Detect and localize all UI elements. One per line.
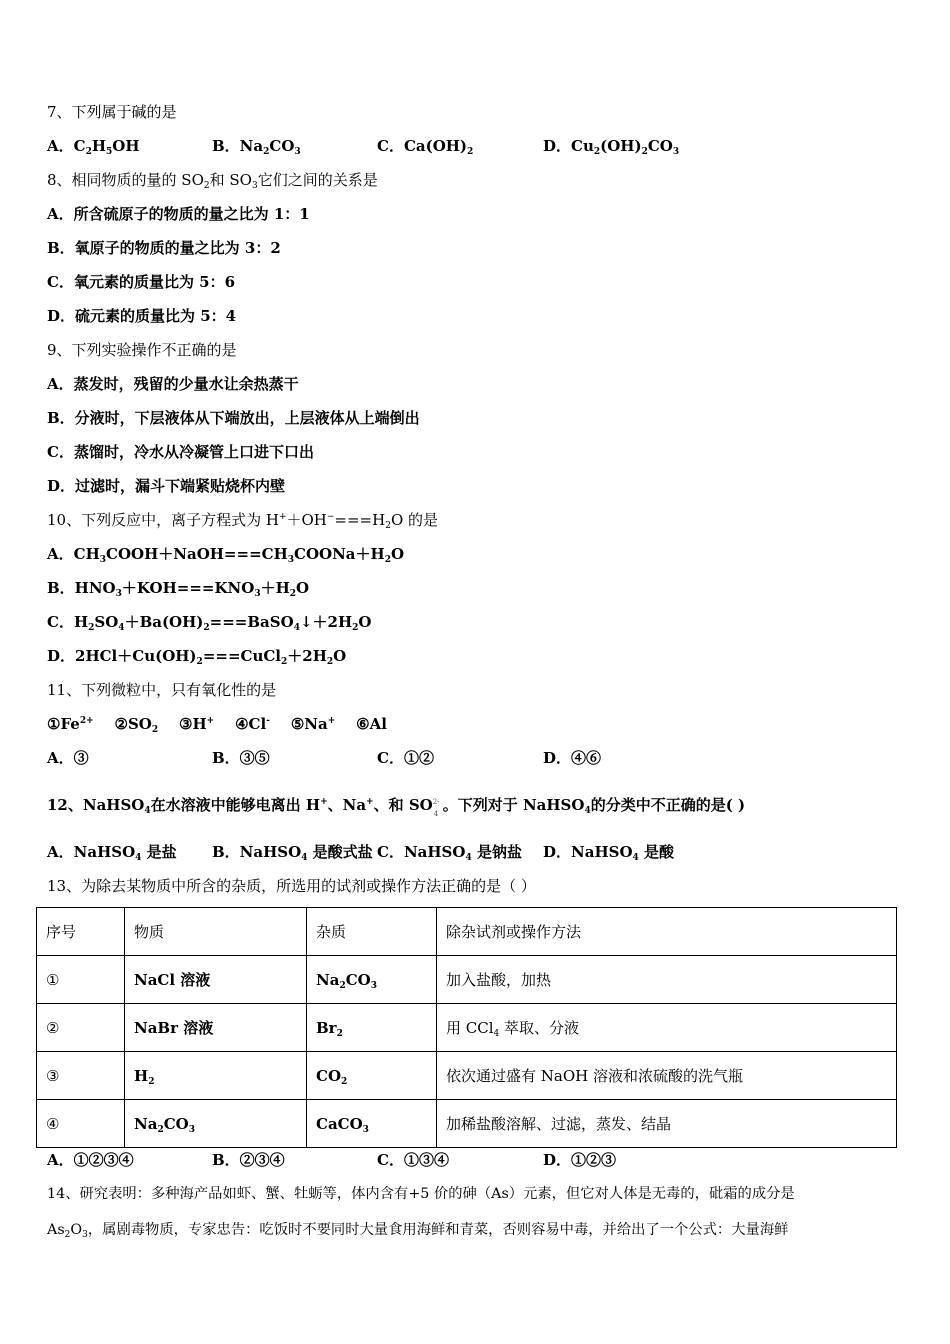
- q9-option-b: B．分液时，下层液体从下端放出，上层液体从上端倒出: [47, 409, 420, 427]
- q10-stem: 10、下列反应中，离子方程式为 $H^++OH^-===H_2O$ 的是: [47, 511, 439, 531]
- row-index: ①: [37, 956, 125, 1004]
- header-index: 序号: [37, 908, 125, 956]
- row-index: ③: [37, 1052, 125, 1100]
- q10-option-a: A．$CH_3COOH+NaOH===CH_3COONa+H_2O$: [47, 545, 405, 565]
- table-row: [37, 1052, 897, 1100]
- q10-option-d: D．$2HCl+Cu(OH)_2===CuCl_2+2H_2O$: [47, 647, 347, 667]
- row-substance: NaCl 溶液: [125, 956, 307, 1004]
- row-index: ②: [37, 1004, 125, 1052]
- q13-option-a: A．①②③④: [47, 1151, 134, 1169]
- q11-particles: $①Fe^{2+}$ $②SO_2$ ③H+ ④Cl- ⑤Na+ ⑥Al: [47, 715, 387, 735]
- row-impurity: $Na_2CO_3$: [307, 956, 437, 1004]
- q12-option-b: B．NaHSO$_4$ 是酸式盐: [212, 843, 373, 863]
- q10-option-c: C．$H_2SO_4+Ba(OH)_2===BaSO_4↓+2H_2O$: [47, 613, 372, 633]
- row-method: 加稀盐酸溶解、过滤，蒸发、结晶: [437, 1100, 897, 1148]
- q9-stem: 9、下列实验操作不正确的是: [47, 341, 237, 359]
- q11-stem: 11、下列微粒中，只有氧化性的是: [47, 681, 277, 699]
- row-method: 加入盐酸，加热: [437, 956, 897, 1004]
- row-substance: $H_2$: [125, 1052, 307, 1100]
- q9-option-c: C．蒸馏时，冷水从冷凝管上口进下口出: [47, 443, 314, 461]
- table-row: [37, 1100, 897, 1148]
- q7-stem: 7、下列属于碱的是: [47, 103, 177, 121]
- q7-option-a: A．$C_2H_5OH$: [47, 137, 140, 157]
- q8-option-a: A．所含硫原子的物质的量之比为 1：1: [47, 205, 310, 223]
- q11-option-b: B．③⑤: [212, 749, 270, 767]
- q11-option-d: D．④⑥: [543, 749, 602, 767]
- header-impurity: 杂质: [307, 908, 437, 956]
- row-impurity: $Br_2$: [307, 1004, 437, 1052]
- q13-table: [36, 907, 897, 1148]
- q14-line-2: $As_2O_3$，属剧毒物质，专家忠告：吃饭时不要同时大量食用海鲜和青菜，否则容易中毒，并给出了一个公式：大量海鲜: [47, 1222, 789, 1240]
- q11-option-c: C．①②: [377, 749, 434, 767]
- table-row: [37, 956, 897, 1004]
- q7-option-b: B．$Na_2CO_3$: [212, 137, 301, 157]
- q12-option-c: C．NaHSO$_4$ 是钠盐: [377, 843, 522, 863]
- row-impurity: CaCO$_3$: [307, 1100, 437, 1148]
- q9-option-d: D．过滤时，漏斗下端紧贴烧杯内壁: [47, 477, 286, 495]
- row-substance: $Na_2CO_3$: [125, 1100, 307, 1148]
- row-method: 用 CCl$_4$ 萃取、分液: [437, 1004, 897, 1052]
- q9-option-a: A．蒸发时，残留的少量水让余热蒸干: [47, 375, 299, 393]
- row-substance: NaBr 溶液: [125, 1004, 307, 1052]
- q13-option-d: D．①②③: [543, 1151, 617, 1169]
- row-impurity: $CO_2$: [307, 1052, 437, 1100]
- q7-option-c: C．$Ca(OH)_2$: [377, 137, 474, 157]
- q8-option-b: B．氧原子的物质的量之比为 3：2: [47, 239, 281, 257]
- q11-option-a: A．③: [47, 749, 89, 767]
- q7-option-d: D．$Cu_2(OH)_2CO_3$: [543, 137, 680, 157]
- table-row: [37, 1004, 897, 1052]
- q8-stem: 8、相同物质的量的 $SO_2$和 $SO_3$它们之间的关系是: [47, 171, 378, 191]
- table-header-row: [37, 908, 897, 956]
- row-index: ④: [37, 1100, 125, 1148]
- row-method: 依次通过盛有 NaOH 溶液和浓硫酸的洗气瓶: [437, 1052, 897, 1100]
- q8-option-c: C．氧元素的质量比为 5：6: [47, 273, 236, 291]
- q12-stem: 12、NaHSO$_4$在水溶液中能够电离出 H+、Na+、和 SO 2- 4 。下列对于 NaHSO$_4$的分类中不正确的是( ): [47, 796, 746, 818]
- q12-option-d: D．NaHSO$_4$ 是酸: [543, 843, 675, 863]
- q14-line-1: 14、研究表明：多种海产品如虾、蟹、牡蛎等，体内含有+5 价的砷（As）元素，但它对人体是无毒的，砒霜的成分是: [47, 1186, 795, 1202]
- q8-option-d: D．硫元素的质量比为 5：4: [47, 307, 237, 325]
- q10-option-b: B．$HNO_3+KOH===KNO_3+H_2O$: [47, 579, 310, 599]
- header-substance: 物质: [125, 908, 307, 956]
- q13-option-b: B．②③④: [212, 1151, 285, 1169]
- header-method: 除杂试剂或操作方法: [437, 908, 897, 956]
- q12-option-a: A．NaHSO$_4$ 是盐: [47, 843, 177, 863]
- q13-stem: 13、为除去某物质中所含的杂质，所选用的试剂或操作方法正确的是（ ）: [47, 877, 536, 895]
- q13-option-c: C．①③④: [377, 1151, 449, 1169]
